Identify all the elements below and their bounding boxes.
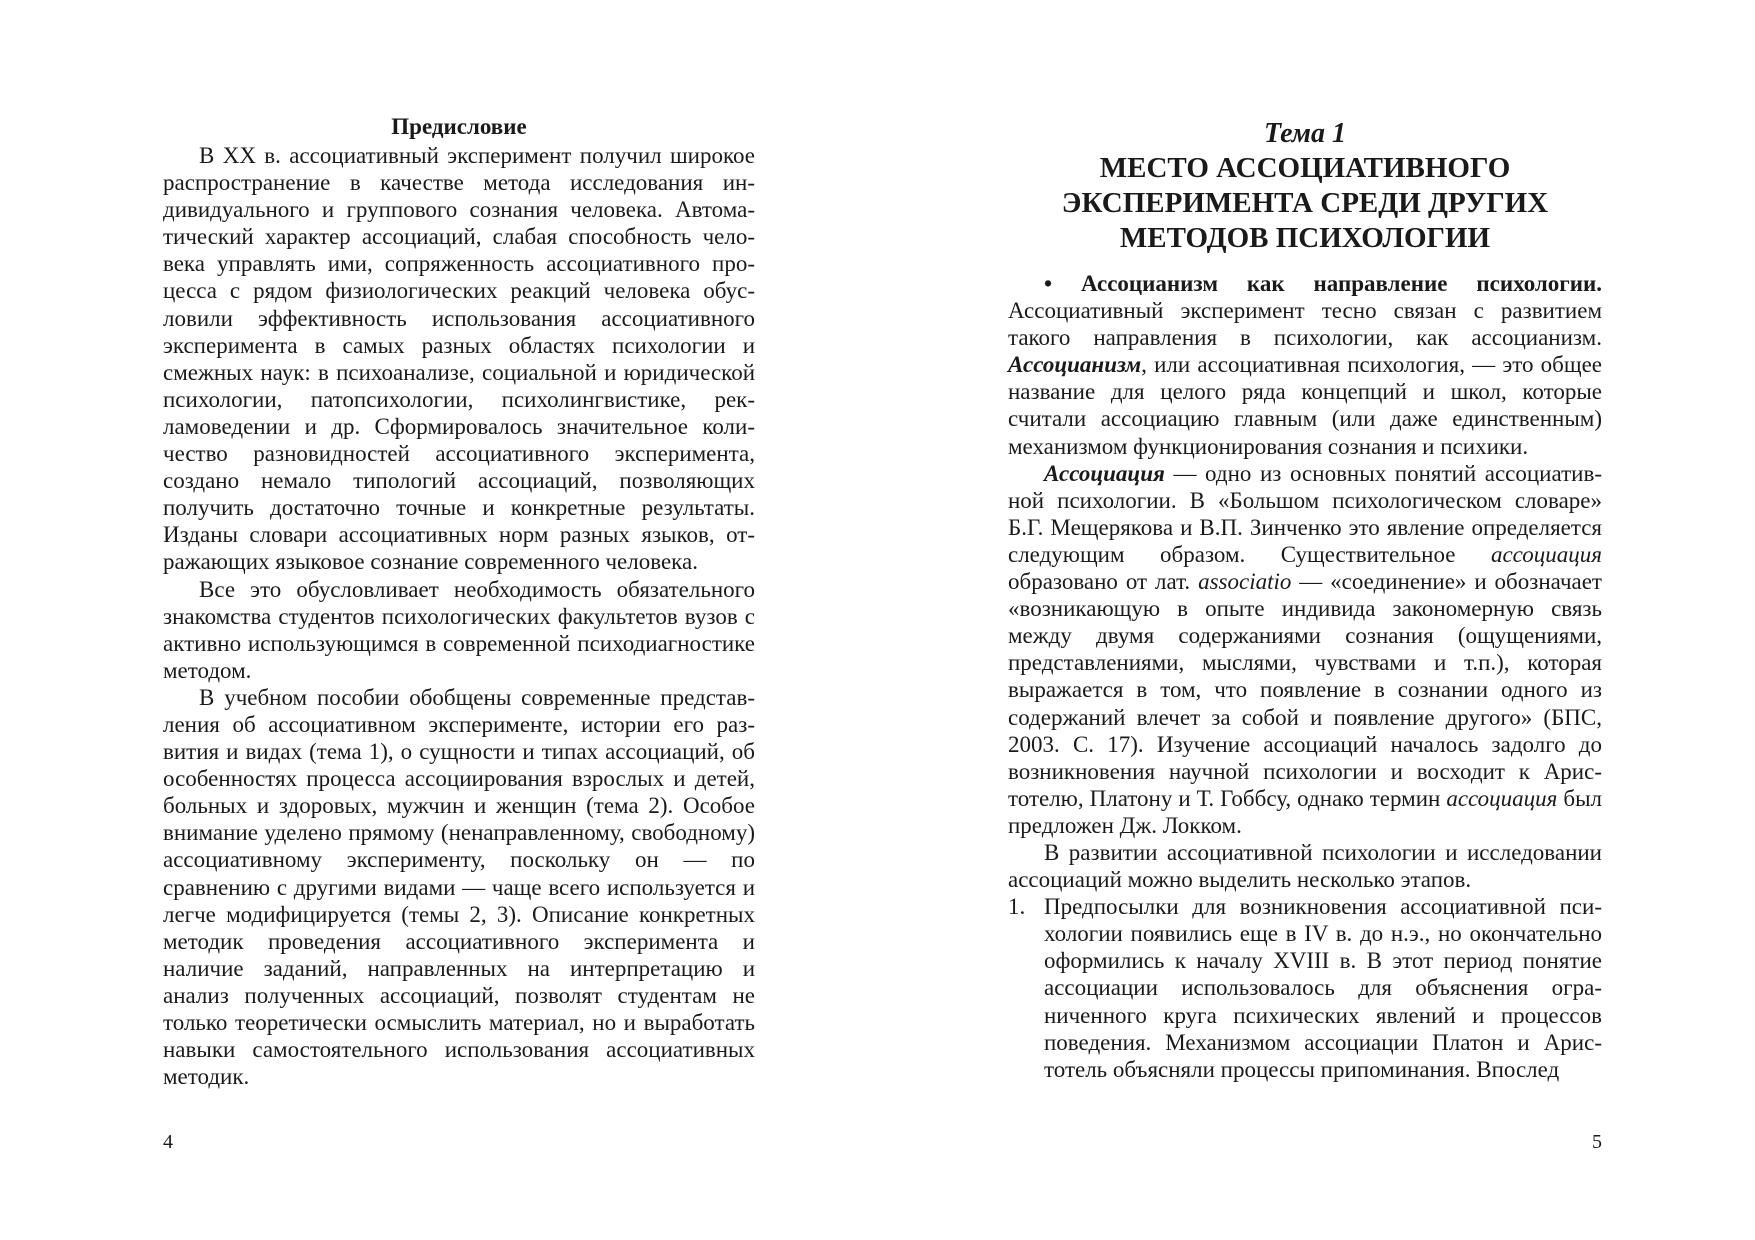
stages-paragraph: В развитии ассоциативной психологии и исследовании ассоциаций можно выделить несколько этапов.: [1008, 839, 1602, 893]
left-text-column: [163, 113, 755, 1090]
term-association: Ассоциация: [1044, 460, 1165, 486]
right-text-column: [1008, 113, 1602, 1083]
preface-title: Предисловие: [391, 114, 527, 139]
paragraph-text: Ассоциативный эксперимент тесно связан с развитием такого направления в психологии, как ассоцианизм.: [1008, 298, 1602, 351]
list-item-number: 1.: [1008, 894, 1026, 920]
term-associationism: Ассоцианизм: [1008, 352, 1142, 378]
section-heading-associationism: • Ассоцианизм как направление психологии.: [1044, 271, 1602, 296]
paragraph-text: — одно из основных понятий ассоциативной психологии. В «Большом психологическом словаре» Б.Г. Мещерякова и В.П. Зинченко это явление определяется следующим образом. Существительное: [1008, 460, 1602, 567]
page-number-left: 4: [163, 1131, 173, 1153]
left-page: [0, 0, 877, 1240]
paragraph-text: образовано от лат.: [1008, 569, 1199, 595]
preface-paragraph-3: В учебном пособии обобщены современные представления об ассоциативном эксперименте, истории его развития и видах (тема 1), о сущности и типах ассоциаций, об особенностях процесса ассоциирования взрослых и детей, больных и здоровых, мужчин и женщин (тема 2). Особое внимание уделено прямому (ненаправленному, свободному) ассоциативному эксперименту, поскольку он — по сравнению с другими видами — чаще всего используется и легче модифицируется (темы 2, 3). Описание конкретных методик проведения ассоциативного эксперимента и наличие заданий, направленных на интерпретацию и анализ полученных ассоциаций, позволят студентам не только теоретически осмыслить материал, но и выработать навыки самостоятельного использования ассоциативных методик.: [163, 684, 755, 1090]
paragraph-text: — «соединение» и обозначает «возникающую в опыте индивида закономерную связь между двумя содержаниями сознания (ощущениями, представлениями, мыслями, чувствами и т.п.), которая выражается в том, что появление в сознании одного из содержаний влечет за собой и появление другого» (БПС, 2003. С. 17). Изучение ассоциаций началось задолго до возникновения научной психологии и восходит к Аристотелю, Платону и Т. Гоббсу, однако термин: [1008, 569, 1602, 811]
theme-label: Тема 1: [1263, 118, 1346, 149]
paragraph-text: был предложен Дж. Локком.: [1008, 785, 1603, 838]
list-item-text: Предпосылки для возникновения ассоциативной психологии появились еще в IV в. до н.э., но окончательно оформились к началу XVIII в. В этот период понятие ассоциации использовалось для объяснения ограниченного круга психических явлений и процессов поведения. Механизмом ассоциации Платон и Аристотель объясняли процессы припоминания. Впослед: [1044, 894, 1602, 1082]
list-item: [1008, 893, 1602, 1083]
italic-word: ассоциация: [1446, 785, 1558, 811]
right-page: [877, 0, 1755, 1240]
stages-list: [1008, 893, 1602, 1083]
italic-word: ассоциация: [1490, 541, 1602, 567]
chapter-title: МЕСТО АССОЦИАТИВНОГО ЭКСПЕРИМЕНТА СРЕДИ ДРУГИХ МЕТОДОВ ПСИХОЛОГИИ: [1061, 152, 1549, 254]
preface-paragraph-1: В XX в. ассоциативный эксперимент получил широкое распространение в качестве метода исследования индивидуального и группового сознания человека. Автоматический характер ассоциаций, слабая способность человека управлять ими, сопряженность ассоциативного процесса с рядом физиологических реакций человека обусловили эффективность использования ассоциативного эксперимента в самых разных областях психологии и смежных наук: в психоанализе, социальной и юридической психологии, патопсихологии, психолингвистике, рекламоведении и др. Сформировалось значительное количество разновидностей ассоциативного эксперимента, создано немало типологий ассоциаций, позволяющих получить достаточно точные и конкретные результаты. Изданы словари ассоциативных норм разных языков, отражающих языковое сознание современного человека.: [163, 143, 755, 575]
italic-latin-word: associatio: [1198, 569, 1292, 595]
preface-paragraph-2: Все это обусловливает необходимость обязательного знакомства студентов психологических факультетов вузов с активно использующимся в современной психодиагностике методом.: [163, 576, 755, 683]
associationism-paragraph: [1008, 270, 1602, 460]
paragraph-text: , или ассоциативная психология, — это общее название для целого ряда концепций и школ, которые считали ассоциацию главным (или даже единственным) механизмом функционирования сознания и психики.: [1008, 352, 1602, 459]
association-paragraph: [1008, 460, 1602, 839]
page-number-right: 5: [1592, 1131, 1602, 1153]
